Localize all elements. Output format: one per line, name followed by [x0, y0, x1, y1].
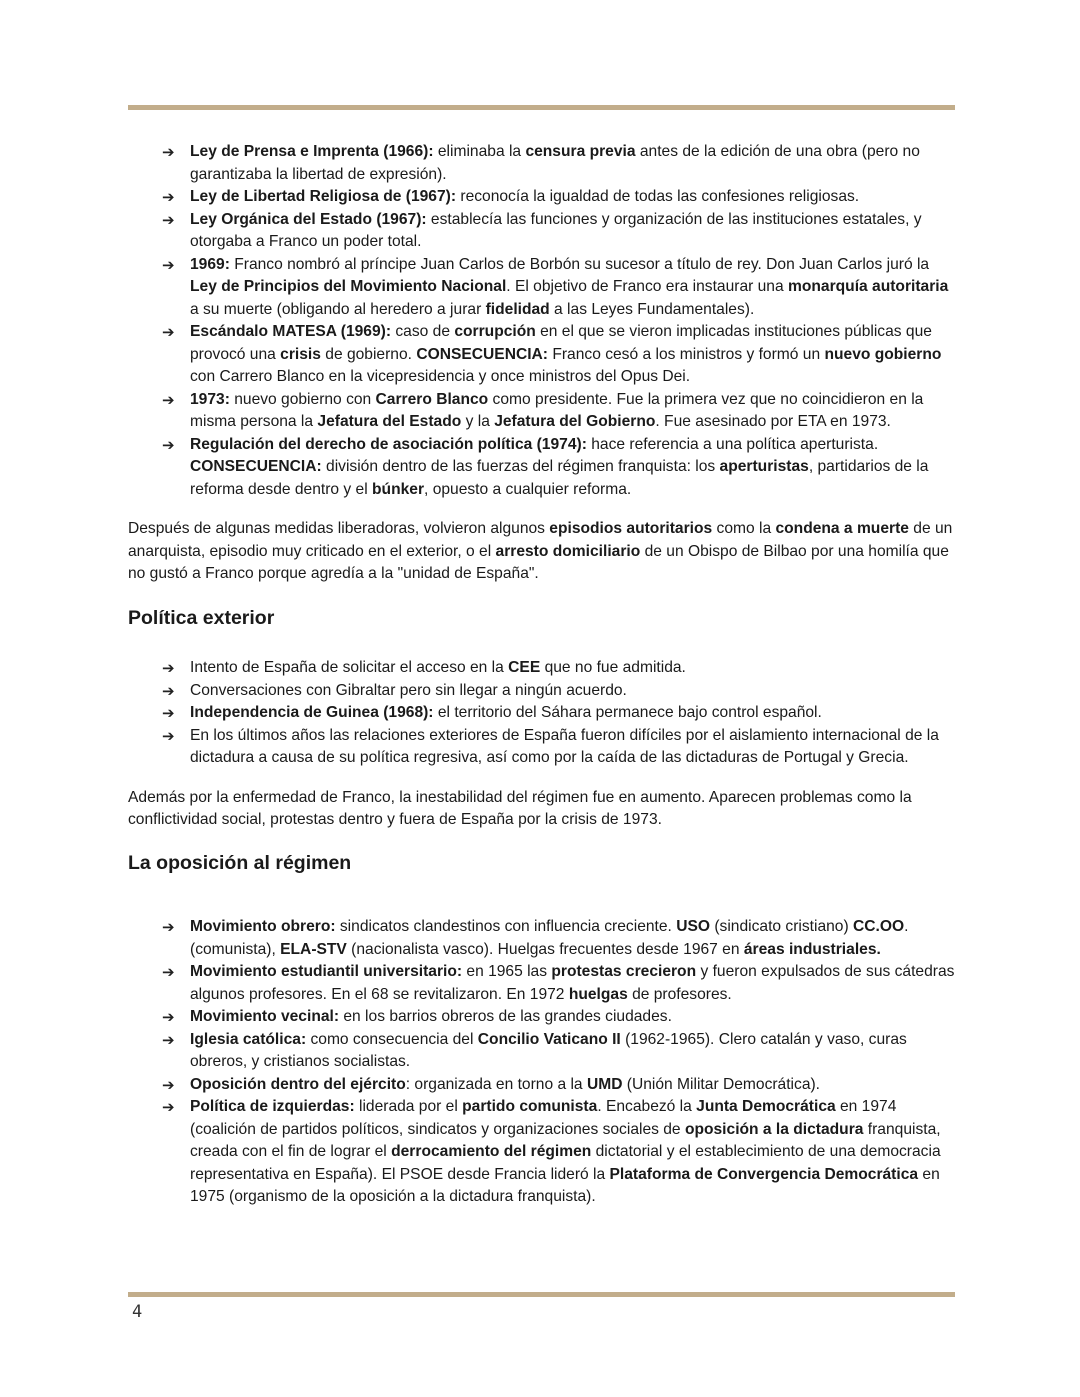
text-run: en los barrios obreros de las grandes ciudades. — [339, 1008, 672, 1025]
text-run: Intento de España de solicitar el acceso en la — [190, 659, 509, 676]
text-run: (Unión Militar Democrática). — [622, 1075, 821, 1093]
text-run: eliminaba la — [433, 143, 526, 160]
bold-text: crisis — [280, 345, 321, 363]
text-run: . (comunista), — [190, 918, 909, 958]
list-item — [162, 141, 958, 186]
bold-text: corrupción — [454, 323, 536, 340]
text-run: Después de algunas medidas liberadoras, volvieron algunos — [128, 520, 550, 537]
bold-text: Ley de Libertad Religiosa de (1967): — [190, 188, 457, 205]
list-item — [162, 916, 958, 961]
opposition-list — [128, 916, 958, 1209]
text-run: como consecuencia del — [306, 1030, 478, 1048]
text-run: que no fue admitida. — [540, 659, 686, 676]
text-run: de gobierno. — [320, 345, 417, 363]
text-run: . Encabezó la — [597, 1098, 697, 1115]
section-heading-opposition: La oposición al régimen — [128, 851, 352, 874]
text-run: (1962-1965). Clero catalán y vaso, curas obreros, y cristianos socialistas. — [190, 1030, 907, 1070]
right-arrow-icon: ➔ — [162, 255, 175, 274]
bold-text: Jefatura del Gobierno — [494, 413, 656, 430]
bold-text: Movimiento estudiantil universitario: — [190, 963, 463, 980]
bold-text: Movimiento vecinal: — [190, 1008, 340, 1025]
bold-text: partido comunista — [462, 1098, 598, 1115]
text-run: dictatorial y el establecimiento de una democracia representativa en España). El PSOE desde Francia lideró la — [190, 1143, 941, 1183]
text-run: el territorio del Sáhara permanece bajo control español. — [433, 704, 822, 721]
right-arrow-icon: ➔ — [162, 1075, 175, 1094]
authoritarian-episodes-paragraph — [128, 518, 958, 586]
bold-text: CEE — [508, 659, 541, 676]
text-run: y fueron expulsados de sus cátedras algunos profesores. En el 68 se revitalizaron. En 1972 — [190, 963, 955, 1003]
text-run: . Fue asesinado por ETA en 1973. — [655, 413, 891, 430]
text-run: , opuesto a cualquier reforma. — [424, 480, 632, 498]
text-run: como presidente. Fue la primera vez que no coincidieron en la misma persona la — [190, 390, 924, 430]
list-item — [162, 1096, 958, 1209]
text-run: establecía las funciones y organización de las instituciones estatales, y otorgaba a Franco un poder total. — [190, 210, 922, 250]
bold-text: Oposición dentro del ejército — [190, 1075, 406, 1093]
text-run: de un Obispo de Bilbao por una homilía que no gustó a Franco porque agredía a la "unidad de España". — [128, 542, 949, 582]
bold-text: huelgas — [568, 985, 628, 1003]
text-run: nuevo gobierno con — [229, 390, 376, 408]
text-run: a las Leyes Fundamentales). — [549, 300, 755, 318]
text-run: Franco cesó a los ministros y formó un — [548, 345, 825, 363]
bold-text: Iglesia católica: — [190, 1030, 307, 1048]
right-arrow-icon: ➔ — [162, 726, 175, 745]
bold-text: CC.OO — [853, 918, 905, 935]
text-run: de un anarquista, episodio muy criticado en el exterior, o el — [128, 520, 953, 560]
list-item — [162, 657, 958, 680]
page-content — [128, 141, 958, 1209]
instability-paragraph — [128, 787, 958, 832]
bottom-rule — [128, 1292, 955, 1297]
text-run: reconocía la igualdad de todas las confesiones religiosas. — [456, 188, 860, 205]
bold-text: Ley Orgánica del Estado (1967): — [190, 210, 427, 228]
section-heading-foreign-policy: Política exterior — [128, 606, 275, 629]
list-item — [162, 961, 958, 1006]
bold-text: áreas industriales. — [743, 940, 881, 958]
list-item — [162, 1006, 958, 1029]
right-arrow-icon: ➔ — [162, 1030, 175, 1049]
text-run: Conversaciones con Gibraltar pero sin llegar a ningún acuerdo. — [190, 681, 627, 699]
text-run: En los últimos años las relaciones exteriores de España fueron difíciles por el aislamiento internacional de la dictadura a causa de su política regresiva, así como por la caída de las dictaduras de Portugal y Grecia. — [190, 726, 939, 766]
text-run: en 1974 (coalición de partidos políticos, sindicatos y organizaciones sociales de — [190, 1098, 897, 1138]
page-number: 4 — [132, 1302, 143, 1322]
text-run: y la — [461, 413, 495, 430]
text-run: de profesores. — [627, 985, 732, 1003]
right-arrow-icon: ➔ — [162, 323, 175, 341]
reform-laws-list — [128, 141, 958, 501]
text-run: caso de — [391, 323, 455, 340]
right-arrow-icon: ➔ — [162, 681, 175, 700]
right-arrow-icon: ➔ — [162, 704, 175, 722]
text-run: con Carrero Blanco en la vicepresidencia y once ministros del Opus Dei. — [190, 368, 691, 385]
bold-text: Política de izquierdas: — [190, 1098, 355, 1115]
list-item — [162, 434, 958, 502]
bold-text: CONSECUENCIA: — [190, 458, 322, 475]
bold-text: CONSECUENCIA: — [416, 345, 548, 363]
text-run: división dentro de las fuerzas del régimen franquista: los — [321, 458, 720, 475]
list-item — [162, 1074, 958, 1097]
bold-text: Carrero Blanco — [375, 390, 489, 408]
text-run: sindicatos clandestinos con influencia creciente. — [335, 918, 677, 935]
list-item — [162, 186, 958, 209]
bold-text: fidelidad — [485, 300, 550, 318]
bold-text: protestas crecieron — [551, 963, 697, 980]
right-arrow-icon: ➔ — [162, 188, 175, 206]
bold-text: aperturistas — [719, 458, 809, 475]
right-arrow-icon: ➔ — [162, 963, 175, 981]
bold-text: búnker — [372, 480, 425, 498]
bold-text: episodios autoritarios — [549, 520, 713, 537]
text-run: (nacionalista vasco). Huelgas frecuentes desde 1967 en — [346, 940, 744, 958]
list-item — [162, 702, 958, 725]
text-run: : organizada en torno a la — [405, 1075, 587, 1093]
text-run: franquista, creada con el fin de lograr el — [190, 1120, 941, 1160]
bold-text: derrocamiento del régimen — [391, 1143, 592, 1160]
top-rule — [128, 105, 955, 110]
bold-text: Ley de Prensa e Imprenta (1966): — [190, 143, 434, 160]
bold-text: Concilio Vaticano II — [477, 1030, 621, 1048]
text-run: Además por la enfermedad de Franco, la inestabilidad del régimen fue en aumento. Aparecen problemas como la conflictividad social, protestas dentro y fuera de España por la crisis de 1973. — [128, 788, 912, 828]
list-item — [162, 1029, 958, 1074]
bold-text: nuevo gobierno — [824, 345, 942, 363]
bold-text: Jefatura del Estado — [317, 413, 462, 430]
text-run: . El objetivo de Franco era instaurar una — [506, 278, 788, 295]
bold-text: Independencia de Guinea (1968): — [190, 704, 434, 721]
bold-text: Ley de Principios del Movimiento Nacional — [190, 278, 507, 295]
right-arrow-icon: ➔ — [162, 918, 175, 936]
text-run: liderada por el — [354, 1098, 463, 1115]
text-run: Franco nombró al príncipe Juan Carlos de Borbón su sucesor a título de rey. Don Juan Carlos juró la — [229, 255, 930, 273]
bold-text: USO — [676, 918, 711, 935]
list-item — [162, 321, 958, 389]
bold-text: UMD — [586, 1075, 623, 1093]
list-item — [162, 725, 958, 770]
text-run: a su muerte (obligando al heredero a jurar — [190, 300, 486, 318]
bold-text: censura previa — [525, 143, 636, 160]
text-run: , partidarios de la reforma desde dentro y el — [190, 458, 929, 498]
bold-text: ELA-STV — [280, 940, 347, 958]
right-arrow-icon: ➔ — [162, 390, 175, 409]
text-run: en 1965 las — [462, 963, 552, 980]
bold-text: Regulación del derecho de asociación política (1974): — [190, 435, 587, 453]
right-arrow-icon: ➔ — [162, 143, 175, 161]
text-run: (sindicato cristiano) — [710, 918, 854, 935]
list-item — [162, 680, 958, 703]
bold-text: Junta Democrática — [696, 1098, 836, 1115]
list-item — [162, 389, 958, 434]
list-item — [162, 254, 958, 322]
right-arrow-icon: ➔ — [162, 210, 175, 229]
bold-text: 1973: — [190, 390, 230, 408]
right-arrow-icon: ➔ — [162, 435, 175, 454]
bold-text: Escándalo MATESA (1969): — [190, 323, 392, 340]
bold-text: monarquía autoritaria — [788, 278, 949, 295]
right-arrow-icon: ➔ — [162, 1098, 175, 1116]
bold-text: 1969: — [190, 255, 230, 273]
bold-text: Plataforma de Convergencia Democrática — [609, 1165, 919, 1183]
list-item — [162, 209, 958, 254]
right-arrow-icon: ➔ — [162, 1008, 175, 1026]
text-run: en 1975 (organismo de la oposición a la dictadura franquista). — [190, 1165, 940, 1205]
text-run: como la — [712, 520, 776, 537]
bold-text: oposición a la dictadura — [684, 1120, 864, 1138]
foreign-policy-list — [128, 657, 958, 770]
text-run: hace referencia a una política aperturista. — [586, 435, 879, 453]
text-run: antes de la edición de una obra (pero no garantizaba la libertad de expresión). — [190, 143, 920, 183]
text-run: en el que se vieron implicadas instituciones públicas que provocó una — [190, 323, 932, 363]
bold-text: Movimiento obrero: — [190, 918, 336, 935]
right-arrow-icon: ➔ — [162, 659, 175, 677]
bold-text: arresto domiciliario — [495, 542, 641, 560]
bold-text: condena a muerte — [775, 520, 909, 537]
